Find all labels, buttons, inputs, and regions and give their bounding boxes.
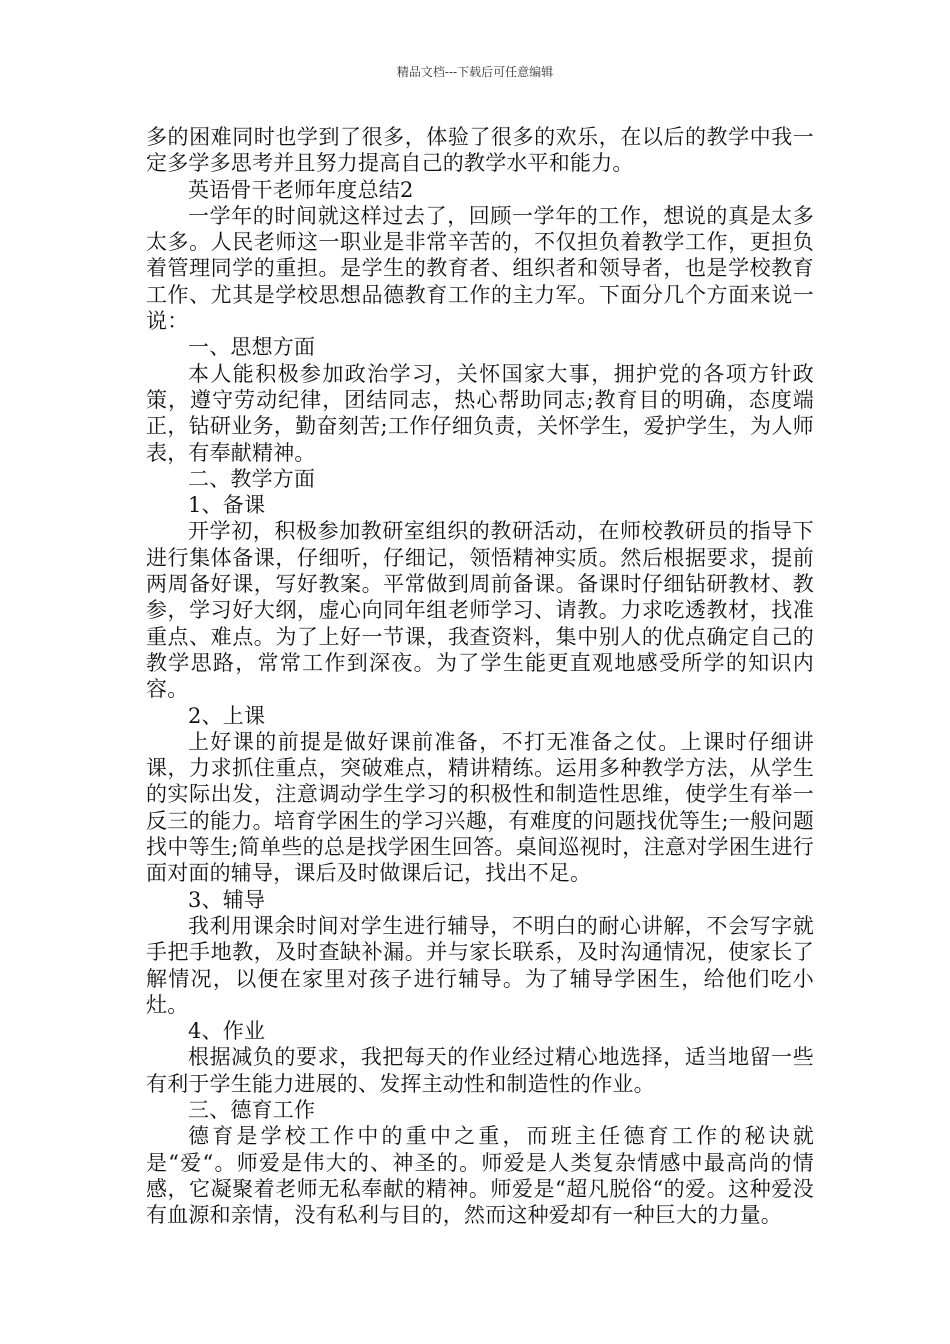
heading-thought: 一、思想方面 bbox=[188, 335, 316, 360]
paragraph-tutoring: 我利用课余时间对学生进行辅导，不明白的耐心讲解，不会写字就手把手地教，及时查缺补漏。并与家长联系，及时沟通情况，使家长了解情况，以便在家里对孩子进行辅导。为了辅导学困生，给他们吃小灶。 bbox=[146, 913, 814, 1017]
subheading-lesson-prep: 1、备课 bbox=[188, 493, 266, 518]
paragraph-intro-continuation: 多的困难同时也学到了很多，体验了很多的欢乐，在以后的教学中我一定多学多思考并且努力提高自己的教学水平和能力。 bbox=[146, 125, 814, 176]
paragraph-homework: 根据减负的要求，我把每天的作业经过精心地选择，适当地留一些有利于学生能力进展的、发挥主动性和制造性的作业。 bbox=[146, 1045, 814, 1096]
paragraph-thought: 本人能积极参加政治学习，关怀国家大事，拥护党的各项方针政策，遵守劳动纪律，团结同志，热心帮助同志;教育目的明确，态度端正，钻研业务，勤奋刻苦;工作仔细负责，关怀学生，爱护学生，为人师表，有奉献精神。 bbox=[146, 361, 814, 465]
section-title: 英语骨干老师年度总结2 bbox=[188, 177, 414, 202]
page-header: 精品文档---下载后可任意编辑 bbox=[396, 65, 554, 79]
paragraph-class: 上好课的前提是做好课前准备，不打无准备之仗。上课时仔细讲课，力求抓住重点，突破难点，精讲精练。运用多种教学方法，从学生的实际出发，注意调动学生学习的积极性和制造性思维，使学生有举一反三的能力。培育学困生的学习兴趣，有难度的问题找优等生;一般问题找中等生;简单些的总是找学困生回答。桌间巡视时，注意对学困生进行面对面的辅导，课后及时做课后记，找出不足。 bbox=[146, 729, 814, 886]
subheading-homework: 4、作业 bbox=[188, 1019, 266, 1044]
paragraph-overview: 一学年的时间就这样过去了，回顾一学年的工作，想说的真是太多太多。人民老师这一职业是非常辛苦的，不仅担负着教学工作，更担负着管理同学的重担。是学生的教育者、组织者和领导者，也是学校教育工作、尤其是学校思想品德教育工作的主力军。下面分几个方面来说一说： bbox=[146, 203, 814, 334]
subheading-tutoring: 3、辅导 bbox=[188, 887, 266, 912]
document-body bbox=[146, 124, 814, 1228]
subheading-class: 2、上课 bbox=[188, 703, 266, 728]
heading-teaching: 二、教学方面 bbox=[188, 466, 316, 491]
heading-moral-education: 三、德育工作 bbox=[188, 1097, 316, 1122]
paragraph-lesson-prep: 开学初，积极参加教研室组织的教研活动，在师校教研员的指导下进行集体备课，仔细听，仔细记，领悟精神实质。然后根据要求，提前两周备好课，写好教案。平常做到周前备课。备课时仔细钻研教材、教参，学习好大纲，虚心向同年组老师学习、请教。力求吃透教材，找准重点、难点。为了上好一节课，我查资料，集中别人的优点确定自己的教学思路，常常工作到深夜。为了学生能更直观地感受所学的知识内容。 bbox=[146, 519, 814, 702]
paragraph-moral-education: 德育是学校工作中的重中之重，而班主任德育工作的秘诀就是“爱“。师爱是伟大的、神圣的。师爱是人类复杂情感中最高尚的情感，它凝聚着老师无私奉献的精神。师爱是“超凡脱俗“的爱。这种爱没有血源和亲情，没有私利与目的，然而这种爱却有一种巨大的力量。 bbox=[146, 1124, 814, 1228]
